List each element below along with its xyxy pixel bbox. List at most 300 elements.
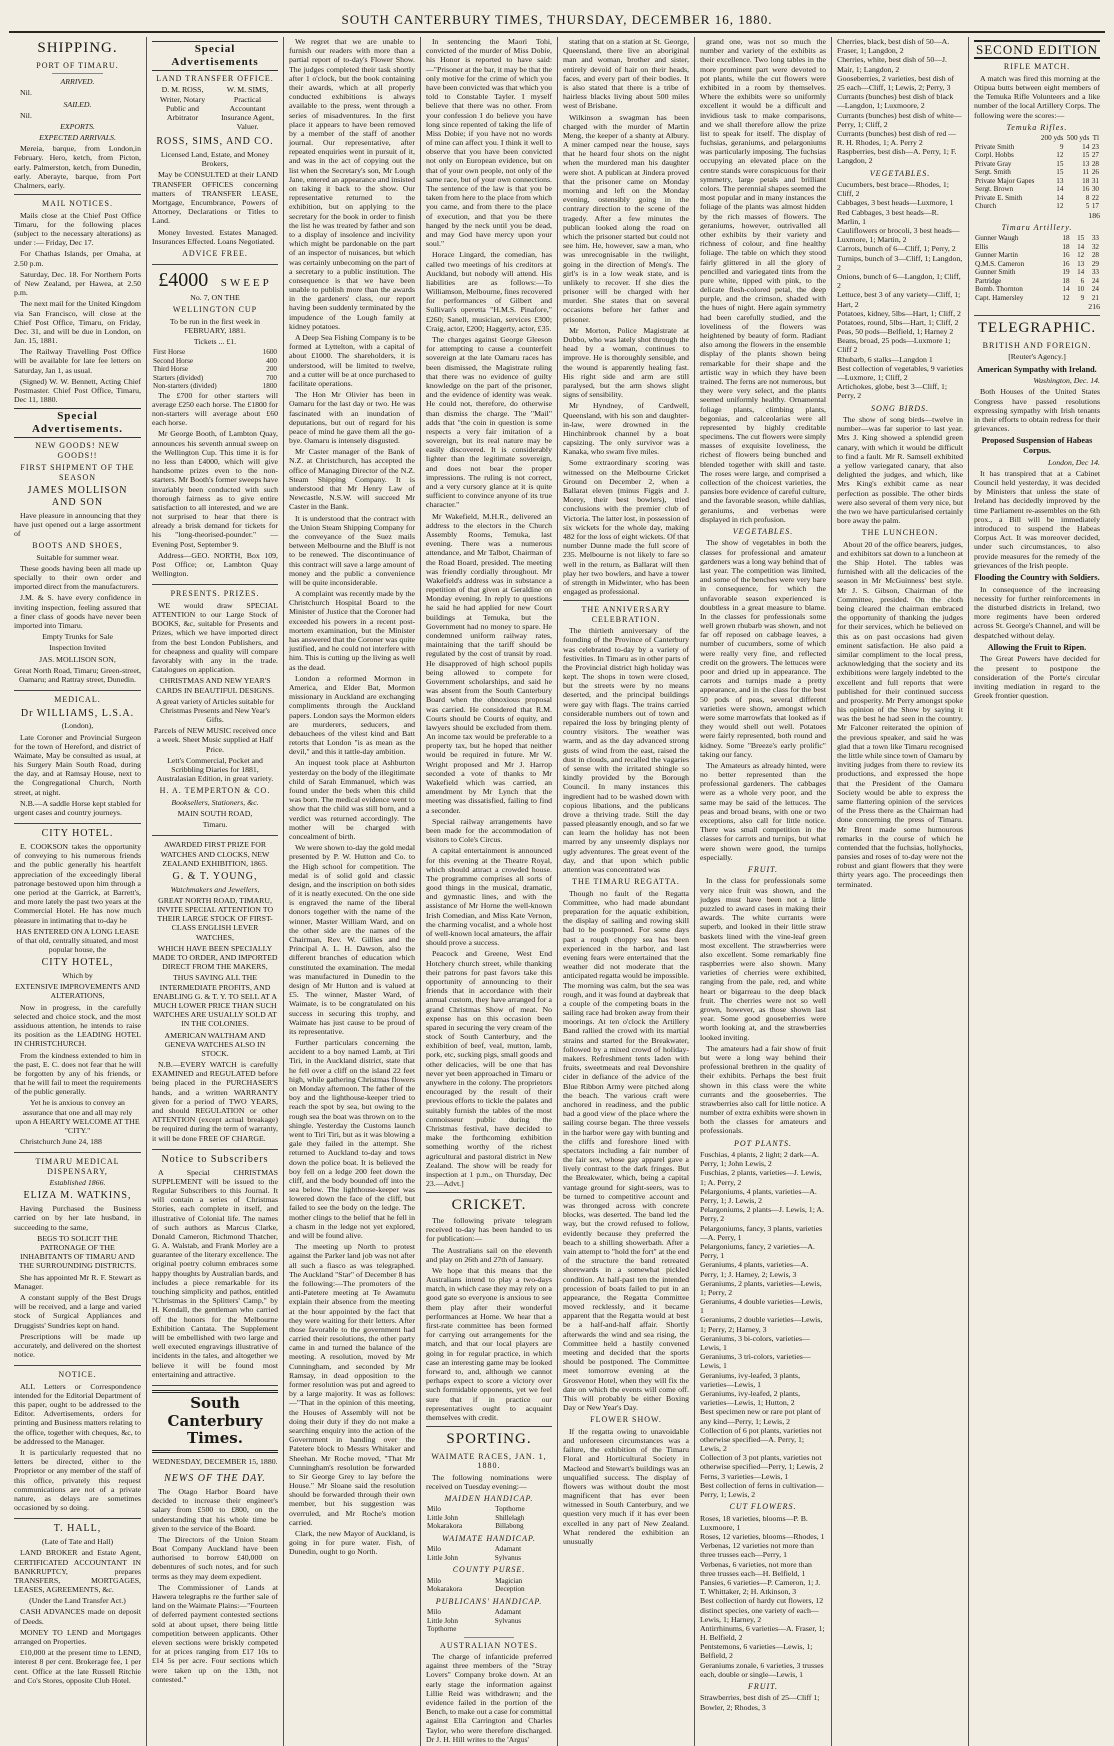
table-cell: 24 (1091, 285, 1099, 294)
score-row (974, 177, 1100, 185)
table-cell: 21 (1091, 293, 1099, 302)
table-cell: 18 (1062, 242, 1070, 251)
news-paragraph: grand one, was not so much the number and variety of the exhibits as their excellence. Two long tables in the more prominent part were devoted to pot plants, while the cut flowers were exhibited in a room by themselves. Where the exhibits were so uniformly excellent it would be a difficult and invidious task to make comparisons, and we shall therefore allow the prize list to speak for itself. The display of fuchsias, geraniums, and pelargoniums was particularly imposing. The fuchsias occupying an elevated place on the centre stands were conspicuous for their symmetry, large petals and brilliant colors. The perennial shapes seemed the most popular and in many instances the foliage of the plants was almost hidden by the rich masses of flowers. The geraniums, however, outrivalled all other exhibits by their variety and richness of colour, and fine healthy foliage. The table on which they stood fairly glittered in all the glory of pencilled and variegated tints from the pure white, tipped with pink, to the delicate flesh-colored petal, the deep purple, and the crimson, shaded with the hues of night. Here again symmetry had been carefully studied, and the loveliness of the flowers was heightened by beauty of form. Radiant also among the flowers in the ensemble display of the plants shown being remarkable for their shape and the artistic way in which they have been trained. The ferns are not numerous, but they were very select, and the plants seemed uniformly healthy. Ornamental foliage plants, climbing plants, begonias, and calceolarias were all represented by highly creditable specimens. The cut flowers were simply masses of exquisite loveliness, the richest of flowers being bunched and blended together with skill and taste. The roses were large, and comprised a collection of the choicest varieties, the pansies bore evidence of careful culture, and the favorable season, while dahlias, geraniums, and verbenas were displayed in rich profusion. (700, 37, 826, 524)
land-transfer-ad (152, 74, 278, 265)
ad-text: Inspection Invited (49, 643, 106, 653)
mail-text: The Railway Travelling Post Office will be available for late fee letters on Saturday, Jan 1, as usual. (14, 347, 141, 375)
ad-text: ALL Letters or Correspondence intended for the Editorial Department of this paper, ought to be addressed to the Editor. Advertisements, orders for printing and Business matters relating to the office, together with cheques, &c, to be addressed to the Manager. (14, 1381, 141, 1446)
score-row (974, 285, 1100, 293)
ad-headline: CITY HOTEL. (41, 828, 114, 840)
ad-text: Empty Trunks for Sale (42, 632, 113, 642)
ad-text: Watchmakers and Jewellers, (170, 884, 260, 894)
ad-text: Yet he is anxious to convey an assurance that one and all may rely upon A HEARTY WELCOME AT THE "CITY." (15, 1098, 140, 1136)
dispensary-ad (14, 1157, 141, 1366)
nomination-row (426, 1554, 552, 1562)
divider (464, 1637, 514, 1638)
cable-heading: Allowing the Fruit to Ripen. (987, 642, 1087, 652)
ad-text: Timaru. (202, 820, 228, 830)
ad-text: Have pleasure in announcing that they have just opened out a large assortment of (14, 510, 141, 539)
ad-headline: NOTICE. (58, 1370, 97, 1380)
ad-headline: ADVICE FREE. (182, 248, 248, 258)
divider (426, 1426, 552, 1427)
arrived-nil: Nil. (20, 88, 32, 98)
ad-text: Great North Road, Timaru; Green-street, Oamaru; and Rattray street, Dunedin. (14, 665, 141, 684)
table-cell: 14 (1077, 242, 1085, 251)
nomination-row (426, 1608, 552, 1616)
table-cell: Deception (495, 1585, 525, 1594)
agency-credit: [Reuter's Agency.] (1008, 352, 1066, 362)
news-of-the-day-heading: NEWS OF THE DAY. (164, 1473, 266, 1485)
table-cell: Partridge (975, 276, 1002, 285)
ad-text: Mr George Booth, of Lambton Quay, announces his seventh annual sweep on the Wellington Cup. This time it is for no less than £4000, which will give handsome prizes even to the non-starters. Mr Booth's former sweeps have invariably been conducted with such thorough fairness as to give entire satisfaction to all interested, and we are not surprised to hear that there is already a brisk demand for tickets for his "long-theorised-pounder." — Evening Post, September 9. (152, 429, 278, 549)
table-cell: 700 (266, 373, 277, 382)
team-total: 186 (1088, 210, 1100, 220)
cable-heading: Flooding the Country with Soldiers. (974, 572, 1100, 582)
section-heading: VEGETABLES. (869, 168, 931, 178)
ad-text: Lett's Commercial, Pocket and Scribbling Diaries for 1881, Australasian Edition, in great variety. (156, 755, 274, 784)
ad-text: Parcels of NEW MUSIC received once a week. Sheet Music supplied at Half Price. (153, 726, 277, 754)
table-cell: 31 (1091, 176, 1099, 185)
news-paragraph: In the class for professionals some very nice fruit was shown, and the judges must have been not a little puzzled to award cases in making their awards. The white currants were superb, and looked in their little straw baskets lined with the vine-leaf green most excellent. The strawberries were also excellent. Some remarkably fine raspberries were also shown. Many varieties of cherries were exhibited, ranging from the pale, red, and white heart or bigarreau to the deep black fruit. The cherries were not so well grown, however, as those shown last year. Some good gooseberries were worth looking at, and the strawberries looked inviting. (700, 876, 826, 1042)
news-paragraph: The charges against George Gleeson for attempting to cause a counterfeit sovereign at the late Oamaru races has been dismissed, the Magistrate ruling that there was no evidence of guilty knowledge on the part of the prisoner, and the evidence of identity was weak. He could not, therefore, do otherwise than dismiss the charge. The "Mail" adds that "the coin in question is some respects a very fair imitation of a sovereign, but its real nature may be easily discovered. It is considerably lighter than the legitimate sovereign, and does not bear the proper impressions. The ruling is not correct, and a very cursory glance at it is quite sufficient to convince anyone of its true character." (426, 335, 552, 510)
partner-names (152, 85, 278, 133)
table-cell: Topthorne (495, 1505, 525, 1514)
table-cell: Second Horse (153, 356, 194, 365)
ad-text: Address—GEO. NORTH, Box 109, Post Office; or, Lambton Quay Wellington. (152, 550, 278, 579)
ad-text: A constant supply of the Best Drugs will be received, and a large and varied stock of Surgical Appliances and Druggists' Sundries kept on hand. (14, 1292, 141, 1330)
cricket-heading: CRICKET. (451, 1197, 527, 1214)
newspaper-page (9, 9, 1105, 1744)
nominations-table (426, 1577, 552, 1594)
news-paragraph: Though no fault of the Regatta Committee, who had made abundant preparation for the aquatic exhibition, the display of sailing and rowing skill had to be postponed. For some days past a rough choppy sea has been experienced in the harbor, and last evening fears were entertained that the weather did not moderate that the anticipated regatta would be impossible. The morning was calm, but the sea was rough, and it was found at daybreak that a couple of the competing boats in the sailing race had broken away from their moorings. At ten o'clock the Artillery Band rallied the crowd with its martial strains and started for the Breakwater, followed by a mixed crowd of holiday-makers. Refreshment tents laden with fruits, sweetmeats and real Devonshire cider in defiance of the advice of the Blue Ribbon Army were pitched along the beach. The various craft were anchored in readiness, and the public had a good view of the place where the sailing course began. The three vessels in the harbor were gay with bunting and the cliffs and foreshore lined with spectators including a fair number of the fair sex, whose gay apparel gave a lively contrast to the dark fringes. But the Breakwater, which, being a capital vantage ground for sight-seers, was to be turned to competitive account and was thronged across with concrete blocks, was deserted. The band led the way, but the crowd refused to follow, evidently because they preferred the beach to a shilling showerbath. After a vain attempt to "hold the fort" at the end of the structure the band retreated shorewards in a somewhat pickled condition. At half-past ten the intended procession of boats failed to put in an appearance, the Regatta Committee moved recklessly, and it became apparent that the Regatta would at best be a half-and-half affair. Shortly afterwards the wind and sea rising, the Committee held a hastily convened meeting and decided that the sports should be postponed. The Committee meet tomorrow evening at the Grosvenor Hotel, when they will fix the date on which the events will come off. This will probably be either Boxing Day or New Year's Day. (563, 888, 689, 1413)
score-row (974, 294, 1100, 302)
table-cell: 10 (1077, 285, 1085, 294)
ad-text: (Under the Land Transfer Act.) (29, 1596, 126, 1606)
table-cell: 23 (1091, 142, 1099, 151)
section-heading: FRUIT. (747, 1682, 779, 1691)
score-row (974, 202, 1100, 210)
table-cell: 14 (1056, 185, 1064, 194)
nomination-row (426, 1514, 552, 1522)
table-cell: Third Horse (153, 365, 188, 374)
ad-headline: MEDICAL. (54, 695, 101, 705)
regatta-heading: THE TIMARU REGATTA. (572, 877, 680, 887)
nomination-row (426, 1577, 552, 1585)
news-paragraph: A match was fired this morning at the Otipua butts between eight members of the Temuka Rifle Volunteers and a like number of the local Artillery Corps. The following were the scores:— (974, 73, 1100, 120)
sweep-amount: £4000 (158, 269, 209, 292)
flower-show-heading: FLOWER SHOW. (590, 1415, 662, 1425)
ad-text: Christchurch June 24, 188 (20, 1137, 102, 1147)
table-cell: 15 (1056, 159, 1064, 168)
ad-text: (Late of Tate and Hall) (41, 1537, 114, 1547)
table-cell: Gunner Smith (975, 268, 1016, 277)
news-paragraph: A Deep Sea Fishing Company is to be formed at Lyttelton, with a capital of about £1000. The shareholders, it is understood, will be limited to twelve, and a cutter will be at once purchased to facilitate operations. (289, 333, 415, 388)
table-cell: Sergt. Smith (975, 168, 1011, 177)
news-paragraph: About 20 of the office bearers, judges, and exhibitors sat down to a luncheon at the Ship Hotel. The tables was furnished with all the delicacies of the season in Mr McGuinness' best style. Mr J. S. Gibson, Chairman of the Committee, presided. On the cloth being cleared the chairman embraced the opportunity of thanking the judges for their services, which he believed on this as on past occasions had given eminent satisfaction. He also paid a similar compliment to the local press, acknowledging that the society and its exhibitions were largely indebted to the excellent and full reports that were published for their continued success and prosperity. Mr Perry amongst spoke his opinion of the Show by saying it was the best he had seen in the country. Mr Falconer reiterated the opinion of the previous speaker, and said he was glad that a town like Timaru recognised the little while since town of Oamaru by inviting judges from there to review its productions, and expressed the hope that the President of the Oamaru Society would be able to express the same flattering opinion of the services of the Press there as the Chairman had done concerning the press of Timaru. Mr Brent made some humourous remarks in the course of which he contended that the fuchsias, hollyhocks, pansies and roses of to-day were not the robust and giant flowers that they were thirty years ago. The proceedings then terminated. (837, 539, 963, 889)
ad-headline: TIMARU MEDICAL DISPENSARY, (35, 1157, 120, 1176)
divider (426, 1192, 552, 1193)
ad-firm-name: H. A. TEMPERTON & CO. (159, 786, 271, 796)
table-cell: Milo (427, 1608, 441, 1617)
table-cell: 27 (1091, 151, 1099, 160)
table-cell: Milo (427, 1505, 441, 1514)
team-heading: Timaru Artillery. (1001, 222, 1073, 232)
news-paragraph: Further particulars concerning the accident to a boy named Lamb, at Tiri Tiri, in the Auckland district, state that he fell over a cliff on the island 22 feet high, while gathering Christmas flowers on Monday afternoon. The father of the boy and the lighthouse-keeper tried to reach the spot by sea, but owing to the rough sea the boat was thrown on to the shingle. Yesterday the Customs launch went to Tiri Tiri, but as it was blowing a gale they failed in the attempt. She returned to Auckland to-day and tows down the police boat. It is believed the boy fell on a ledge 200 feet down the cliff, and the body bounded off into the sea below. The lighthouse-keeper was lowered down the face of the cliff, but failed to see the body on the ledge. The mother clings to the belief that he fell in a chasm in the ledge not yet explored, and will be found alive. (289, 1038, 415, 1240)
ad-text: Having Purchased the Business carried on by her late husband, in succeeding to the same, (14, 1204, 141, 1232)
masthead-title: SOUTH CANTERBURY TIMES, THURSDAY, DECEMBER 16, 1880. (341, 12, 773, 28)
table-cell: Q.M.S. Cameron (975, 259, 1025, 268)
news-paragraph: A complaint was recently made by the Christchurch Hospital Board to the Minister of Justice that the Coroner had exceeded his powers in a recent post-mortem examination, but the Minister has answered that the Coroner was quite justified, and he could not interfere with him. This is cutting up the living as well as the dead. (289, 589, 416, 672)
news-paragraph: Mr Caster manager of the Bank of N.Z. at Christchurch, has accepted the office of Managing Director of the N.Z. Steam Shipping Company. It is understood that Mr Henry Law of Newcastle, N.S.W. will succeed Mr Caster in the Bank. (289, 447, 415, 512)
table-cell: 24 (1091, 276, 1099, 285)
ad-text: Prescriptions will be made up accurately, and delivered on the shortest notice. (14, 1331, 141, 1360)
ad-text: WHICH HAVE BEEN SPECIALLY MADE TO ORDER, AND IMPORTED DIRECT FROM THE MAKERS, (152, 943, 278, 972)
ad-text: AMERICAN WALTHAM AND GENEVA WATCHES ALSO IN STOCK. (164, 1030, 266, 1058)
ad-text: No. 7, ON THE (190, 293, 240, 303)
table-cell: Mokarakora (427, 1522, 463, 1531)
city-hotel-ad (14, 828, 141, 1153)
section-heading: CUT FLOWERS. (729, 1502, 797, 1512)
section-heading: SONG BIRDS. (870, 403, 930, 413)
ad-text: A great variety of Articles suitable for Christmas Presents and New Year's Gifts. (155, 696, 275, 725)
section-heading: VEGETABLES. (732, 526, 794, 536)
nomination-row (426, 1505, 552, 1513)
nominations-table (426, 1545, 552, 1562)
ad-text: MAIN SOUTH ROAD, (177, 809, 253, 818)
expected-text: Mereia, barque, from London,in February. Hero, ketch, from Picton, early. Palmerston, ketch, from Dunedin, early. Aberayte, barque, from Port Chalmers, early. (14, 144, 141, 190)
sailed-label: SAILED. (63, 99, 92, 109)
ad-text: BEGS TO SOLICIT THE PATRONAGE OF THE INHABITANTS OF TIMARU AND THE SURROUNDING DISTRICTS. (18, 1233, 137, 1271)
news-paragraph: London a reformed Mormon in America, and Elder Bat, Mormon missionary in Auckland are exchanging compliments through the Auckland papers. London says the Mormon elders are murderers, seducers, and debauchees of the vilest kind and Batt retorts that London "is as mean as the devil," and this it tattle-day ambition. (289, 673, 415, 757)
table-cell: Sylvanus (494, 1553, 522, 1562)
ad-text: J.M. & S. have every confidence in inviting inspection, feeling assured that a finer class of goods have never been imported into Timaru. (14, 593, 141, 630)
score-row (974, 234, 1100, 242)
mail-text: Mails close at the Chief Post Office Timaru, for the following places (subject to the necessary alterations) as under :— Friday, Dec 17. (14, 210, 141, 248)
table-cell: 12 (1062, 293, 1070, 302)
ad-text: Suitable for summer wear. (36, 552, 119, 562)
ad-text: W. M. SIMS, Practical Accountant Insurance Agent, Valuer. (221, 85, 274, 132)
ad-text: The £700 for other starters will average £250 each horse. The £1800 for non-starters will average about £60 each horse. (152, 390, 278, 428)
score-row (974, 251, 1100, 259)
nomination-row (426, 1585, 552, 1593)
table-cell: Church (975, 202, 997, 211)
table-cell: 14 (1056, 193, 1064, 202)
table-cell: Starters (divided) (153, 373, 204, 382)
expected-label: EXPECTED ARRIVALS. (39, 133, 116, 143)
news-paragraph: Peacock and Greene, West End Hotchery church street, while thanking their patrons for past favors take this opportunity of announcing to their friends that in accordance with their annual custom, they have arranged for a grand Christmas Show of meat. No expense has on this occasion been spared in securing the very cream of the stock of South Canterbury, and the exhibition of beef, veal, mutton, lamb, pork, etc, sucking pigs, small goods and other delicacies, will be one that has never yet been approached in Timaru or anywhere in the colony. The proprietors encouraged by the result of their previous efforts to tickle the palates and suitably furnish the tables of the most connoisseur public during the Christmas festival, have decided to make the forthcoming exhibition something worthy of the richest agricultural and pastoral district in New Zealand. The show will be ready for inspection at 1 p.m., on Thursday, Dec 23.—Advt.] (426, 949, 552, 1189)
special-ads-heading: Special Advertisements (152, 41, 278, 71)
presents-ad (152, 589, 278, 836)
prize-list: Strawberries, best dish of 25—Cliff 1; Bowler, 2; Rhodes, 3 (700, 1693, 820, 1712)
race-heading: COUNTY PURSE. (452, 1565, 526, 1575)
table-cell: Milo (427, 1545, 441, 1554)
ad-text: A Special CHRISTMAS SUPPLEMENT will be issued to the Regular Subscribers to this Journal. It will contain a series of Christmas Stories, each complete in itself, and illustrative of Colonial life. The names of such authors as Marcus Clarke, Donald Cameron, Richmond Thatcher, G. A. Walstab, and Frank Morley are a guarantee of the literary excellence. The original poetry column embraces some happy thoughts by Australian bards, and includes a piece remarkable for its touching simplicity and pathos, entitled "Christmas in the Splitters' Camp," by H. Kendall, the gentleman who carried off the honors for the Melbourne Exhibition Cantata. The Supplement will be embellished with two large and well executed engravings illustrative of incidents in the tales, and altogether we believe it will be found most entertaining and attractive. (152, 1167, 278, 1379)
ad-text: (London), (61, 721, 94, 731)
news-paragraph: Mr Morton, Police Magistrate at Dubbo, who was lately shot through the head by a woman, continues to improve. He is thoroughly sensible, and the wound is apparently healing fast. His right side and arm are still paralysed, but the arm shows slight signs of sensibility. (563, 325, 689, 400)
table-cell: Sylvanus (494, 1616, 522, 1625)
table-cell: Adamant (494, 1608, 522, 1617)
ad-headline: Notice to Subscribers (161, 1153, 269, 1165)
score-row (974, 243, 1100, 251)
news-paragraph: The charge of infanticide preferred against three members of the "Stray Lovers" Company broke down. At an early stage the information against Lillie Reid was withdrawn; and the evidence failed in the portion of the Bench, to make out a case for committal against Ella Carrington and Charles Taylor, who were therefore discharged. Dr J. H. Hill writes to the 'Argus' (426, 1652, 553, 1744)
team-total: 216 (1088, 302, 1100, 311)
news-paragraph: We hope that this means that the Australians intend to play a two-days match, in which case they may rely on a good gate so everyone is anxious to see them play after their wonderful performances at Home. We hear that a first-rate committee has been formed for carrying out arrangements for the match, and that our local players are going in for regular practice, in which case an interesting game may be looked forward to, and, although we cannot perhaps expect to score a victory over such formidable opponents, yet we feel sure that if in practice our representatives ought to acquaint themselves with credit. (426, 1265, 552, 1422)
news-paragraph: The Directors of the Union Steam Boat Company Auckland have been authorised to borrow £40,000 on debentures of such notes, and for such terms as they may deem expedient. (152, 1534, 278, 1581)
table-cell: Capt. Hamersley (975, 293, 1024, 302)
news-paragraph: Some extraordinary scoring was witnessed on the Melbourne Cricket Ground on December 2, when a Ballarat eleven (minus Figgis and J. Morey, their best bowlers), tried conclusions with the premier club of Victoria. The latter lost, in possession of six wickets for the whole day, making 482 for the loss of eight wickets. Of that number Dunne made the full score of 235. Melbourne is not likely to fare so well in the return, as Ballarat will then play her two bowlers, and have a tower of strength in Midwinter, who has been engaged as professional. (563, 458, 689, 597)
table-cell: 11 (1082, 168, 1090, 177)
prize-list: Cucumbers, best brace—Rhodes, 1; Cliff, 2 Cabbages, 3 best heads—Luxmore, 1 Red Cabbages, 3 best heads—R. Marlin, 1 Cauliflowers or brocoli, 3 best heads—Luxmore, 1; Martin, 2 Carrots, bunch of 6—Cliff, 1; Perry, 2 Turnips, bunch of 3—Cliff, 1; Langdon, 2 Onions, bunch of 6—Langdon, 1; Cliff, 2 Lettuce, best 3 of any variety—Cliff, 1; Hart, 2 Potatoes, kidney, 5lbs—Hart, 1; Cliff, 2 Potatoes, round, 5lbs—Hart, 1; Cliff, 2 Peas, 50 pods—Belfield, 1; Harney 2 Beans, broad, 25 pods—Luxmore 1; Cliff 2 Rhubarb, 6 stalks—Langdon 1 Best collection of vegetables, 9 varieties—Luxmore, 1; Cliff, 2 Artichokes, globe, best 3—Cliff, 1; Perry, 2 (837, 180, 964, 401)
table-cell: 33 (1091, 234, 1099, 243)
telegraphic-heading: TELEGRAPHIC. (977, 320, 1097, 337)
table-cell: Gunner Martin (975, 251, 1018, 260)
ad-text: Now in progress, in the carefully selected and choice stock, and the most assiduous attention, he intends to raise its position as the LEADING HOTEL IN CHRISTCHURCH. (14, 1002, 141, 1049)
table-cell: 17 (1091, 202, 1099, 211)
prize-list: Cherries, black, best dish of 50—A. Fraser, 1; Langdon, 2 Cherries, white, best dish of 50—J. Mair, 1; Langdon, 2 Gooseberries, 2 varieties, best dish of 25 each—Cliff, 1; Lewis, 2; Perry, 3 Currants (bunches) best dish of black —Langdon, 1; Luxmoore, 2 Currants (bunches) best dish of white—Perry, 1; Cliff, 2 Currants (bunches) best dish of red —R. H. Rhodes, 1; A. Perry 2 Raspberries, best dish—A. Perry, 1; F. Langdon, 2 (837, 37, 962, 166)
ad-text: Established 1866. (49, 1178, 106, 1188)
table-cell: 200 (266, 365, 277, 374)
rifle-match-heading: RIFLE MATCH. (1003, 62, 1071, 72)
sweep-word: SWEEP (220, 277, 272, 290)
subscribers-notice (152, 1154, 278, 1386)
anniversary-heading: THE ANNIVERSARY CELEBRATION. (581, 605, 671, 624)
score-row (974, 143, 1100, 151)
ad-text: Booksellers, Stationers, &c. (171, 797, 259, 807)
score-row (974, 160, 1100, 168)
arrived-label: ARRIVED. (60, 77, 95, 87)
table-cell: 28 (1091, 251, 1099, 260)
prize-table (152, 348, 278, 390)
table-cell: 16 (1062, 259, 1070, 268)
news-paragraph: Clark, the new Mayor of Auckland, is going in for pure water. Fish, of Dunedin, ought to go North. (289, 1529, 415, 1557)
score-row (974, 151, 1100, 159)
team-heading: Temuka Rifles. (1006, 122, 1068, 132)
ad-headline: FIRST SHIPMENT OF THE SEASON (20, 463, 135, 482)
column-1 (9, 37, 146, 1746)
ad-text: From the kindness extended to him in the past, E. C. does not fear that he will be forgotten by any of his friends, or that he will fail to meet the requirements of the public generally. (14, 1050, 141, 1097)
column-4 (420, 37, 557, 1746)
dateline: WEDNESDAY, DECEMBER 15, 1880. (152, 1456, 278, 1466)
score-row (974, 194, 1100, 202)
ad-text: WE would draw SPECIAL ATTENTION to our Large Stock of BOOKS, &c, suitable for Presents and Prizes, which we have imported direct from the best London Publishers, and for cheapness and quality will compare favorably with any in the trade. Catalogues on application. (152, 600, 278, 675)
ad-text: GREAT NORTH ROAD, TIMARU, INVITE SPECIAL ATTENTION TO THEIR LARGE STOCK OF FIRST-CLASS ENGLISH LEVER WATCHES, (156, 895, 274, 942)
table-cell: Little John (427, 1513, 458, 1522)
news-paragraph: If the regatta owing to unavoidable and unforeseen circumstances was a failure, the exhibition of the Timaru Floral and Horticultural Society in Macleod and Stewart's buildings was an unqualified success. The display of flowers was without doubt the most magnificent that has ever been witnessed in South Canterbury, and we question very much if it has ever been excelled in any part of New Zealand. What rendered the exhibition an unusually (563, 1426, 689, 1546)
ad-text: CHRISTMAS AND NEW YEAR'S CARDS IN BEAUTIFUL DESIGNS. (156, 676, 274, 695)
divider (52, 73, 103, 74)
column-header: 200 yds (1040, 134, 1064, 143)
prize-row (152, 374, 278, 382)
news-paragraph: Horace Lingard, the comedian, has called two meetings of his creditors at Auckland, but nobody will attend. His liabilities are as follows:—To Williamson, Melbourne, fines recovered for performances of Gilbert and Sullivan's operetta "H.M.S. Pinafore," £260; Sanell, musician, services £300; Craig, actor, £200; Haggerty, actor, £35. (426, 250, 552, 333)
news-paragraph: The amateurs had a fair show of fruit but were a long way behind their professional brethren in the quality of their exhibits. Perhaps the best fruit shown in this class were the white currants and the gooseberries. The strawberries also call for little notice. A number of extra exhibits were shown in both the classes for amateurs and professionals. (700, 1043, 826, 1136)
medical-ad (14, 695, 141, 824)
ad-headline: BOOTS AND SHOES, (32, 541, 123, 551)
table-cell: 14 (1082, 142, 1090, 151)
newspaper-nameplate: South Canterbury Times. (152, 1390, 278, 1453)
prize-row (152, 365, 278, 373)
mail-signature: (Signed) W. W. Bennett, Acting Chief Postmaster. Chief Post Office, Timaru, Dec 11, 1880. (14, 376, 141, 405)
table-cell: 15 (1077, 234, 1085, 243)
news-paragraph: Both Houses of the United States Congress have passed resolutions expressing sympathy with Irish tenants in their efforts to obtain redress for their grievances. (974, 387, 1100, 434)
news-paragraph: The Amateurs as already hinted, were no better represented than the professional gardeners. The cabbages were as a whole very poor, and the same may be said of the lettuces. The peas and broad beans, with one or two exceptions, also call for little notice. There was small competition in the classes for carrots and turnips, but what were shown were good, the turnips especially. (700, 760, 826, 862)
news-paragraph: The thirtieth anniversary of the founding of the Province of Canterbury was celebrated to-day by a variety of festivities. In Timaru as in other parts of the Provincial district high holiday was kept. The shops in town were closed, but the streets were by no means deserted, and the principal buildings were gay with flags. The trains carried considerable numbers out of town and repaired the loss by bringing plenty of country visitors. The weather was warm, and as the day advanced strong gusts of wind from the east, raised the dust in clouds, and recalled the vagaries of sense with the irritated shingle so kindly provided by the Borough Council. In many instances this ingredient had to be washed down with copious libations, and the publicans drove a thriving trade. Still the day passed pleasantly enough, and so far we can learn the holiday has not been marred by any unseemly displays nor ugly adventures. The great event of the day, and that upon which public attention was concentrated was (563, 626, 689, 874)
ad-text: THUS SAVING ALL THE INTERMEDIATE PROFITS, AND ENABLING G. & T. Y. TO SELL AT A MUCH LOWER PRICE THAN SUCH WATCHES ARE USUALLY SOLD AT IN THE COLONIES. (153, 973, 277, 1029)
section-heading: FRUIT. (747, 864, 779, 874)
shipping-heading: SHIPPING. (37, 40, 118, 56)
table-cell: 8 (1085, 193, 1090, 202)
news-paragraph: The show of song birds—twelve in number—was far superior to last year. Mrs J. King showed a splendid green canary, with which it would be difficult to find a fault. Mr R. Samsell exhibited a yellow variegated canary, that also delighted the judges, and which, like Mrs King's exhibit came as near perfection as possible. The other birds were also several of them very nice, but the two we have particularised certainly bore away the palm. (837, 415, 963, 526)
cable-heading: Proposed Suspension of Habeas Corpus. (981, 436, 1093, 455)
ad-firm-name: Dr WILLIAMS, L.S.A. (20, 707, 135, 719)
news-paragraph: Mr Hyndney, of Cardwell, Queensland, with his son and daughter-in-law, were drowned in the Hinchinbrook channel by a boat capsizing. The only survivor was a Kanaka, who swam five miles. (563, 401, 689, 457)
scores-table (974, 134, 1100, 210)
cable-heading: American Sympathy with Ireland. (977, 364, 1097, 374)
column-6 (694, 37, 831, 1746)
table-cell: First Horse (153, 348, 186, 357)
second-edition-heading: SECOND EDITION (974, 40, 1100, 59)
port-heading: PORT OF TIMARU. (36, 60, 119, 70)
prize-list: Fuschias, 4 plants, 2 light; 2 dark—A. Perry, 1; John Lewis, 2 Fuschias, 2 plants, varieties—J. Lewis, 1; A. Perry, 2 Pelargoniums, 4 plants, varieties—A. Perry, 1; J. Lewis, 2 Pelargoniums, 2 plants—J. Lewis, 1; A. Perry, 2 Pelargoniums, fancy, 3 plants, varieties—A. Perry, 1 Pelargoniums, fancy, 2 varieties—A. Perry, 1 Geraniums, 4 plants, varieties—A. Perry, 1; J. Harney, 2; Lewis, 3 Geraniums, 2 plants, varieties—Lewis, 1; Perry, 2 Geraniums, 4 double varieties—Lewis, 1 Geraniums, 2 double varieties—Lewis, 1; Perry, 2; Harney, 3 Geraniums, 3 bi-colors, varieties—Lewis, 1 Geraniums, 3 tri-colors, varieties—Lewis, 1 Geraniums, ivy-leafed, 3 plants, varieties—Lewis, 1 Geraniums, ivy-leafed, 2 plants, varieties—Lewis, 1; Hutton, 2 Best specimen new or rare pot plant of any kind—Perry, 1; Lewis, 2 Collection of 6 pot plants, varieties not otherwise specified—A. Perry, 1; Lewis, 2 Collection of 3 pot plants, varieties not otherwise specified—Perry, 1; Lewis, 2 Ferns, 3 varieties—Lewis, 1 Best collection of ferns in cultivation—Perry, 1; Lewis, 2 (700, 1150, 824, 1499)
table-cell: 12 (1056, 151, 1064, 160)
news-paragraph: stating that on a station at St. George, Queensland, there live an aboriginal man and woman, brother and sister, entirely devoid of hair on their heads, faces, and every part of their bodies. It is also stated that there is a tribe of hairless blacks living about 500 miles west of Brisbane. (563, 37, 689, 111)
prize-row (152, 348, 278, 356)
cable-dateline: London, Dec 14. (1048, 457, 1100, 467)
news-paragraph: The Hon Mr Olivier has been in Oamaru for the last day or two. He was fascinated with an inundation of deputations, but out of regard for his peace of mind he gave them all the go-bye. Oamaru is intensely disgusted. (289, 390, 415, 446)
news-paragraph: In consequence of the increasing necessity for further reinforcements in the disturbed districts in Ireland, two more regiments have been ordered across St. George's Channel, and will be despatched without delay. (974, 584, 1100, 640)
cable-dateline: Washington, Dec. 14. (1033, 376, 1100, 386)
column-header: 500 yds (1066, 134, 1090, 143)
column-8 (968, 37, 1105, 1746)
table-cell: 30 (1091, 185, 1099, 194)
column-2 (146, 37, 283, 1746)
news-paragraph: A capital entertainment is announced for this evening at the Theatre Royal, which should attract a crowded house. The programme comprises all sorts of good things in the musical, dramatic, and gymnastic lines, and with the assistance of Mr Horne the well-known Irish Comedian, and Miss Kate Vernon, the charming vocalist, and a whole host of well-known local amateurs, the affair should prove a success. (426, 846, 552, 948)
ad-text: To be run in the first week in FEBRUARY, 1881. (169, 316, 261, 335)
ad-headline: PRESENTS. PRIZES. (170, 589, 260, 599)
mail-text: For Chathas Islands, per Omaha, at 2.50 p.m. (14, 249, 141, 268)
table-cell: 1800 (262, 382, 277, 391)
table-cell: Non-starters (divided) (153, 382, 217, 391)
ad-text: N.B.—EVERY WATCH is carefully EXAMINED and REGULATED before being placed in the PURCHASER'S hands, and a written WARRANTY given for a period of TWO YEARS, and should REGULATION or other ATTENTION (except actual breakage) be required during the term of warranty, it will be done FREE OF CHARGE. (152, 1060, 278, 1143)
table-cell: Corpl. Hobbs (975, 151, 1014, 160)
australian-notes-heading: AUSTRALIAN NOTES. (440, 1640, 538, 1650)
table-cell: Ellis (975, 242, 989, 251)
mail-text: Saturday, Dec. 18. For Northern Ports of New Zealand, per Hawea, at 2.50 p.m. (14, 269, 141, 298)
table-cell (494, 1625, 552, 1633)
sporting-heading: SPORTING. (446, 1431, 532, 1448)
columns (9, 37, 1105, 1744)
table-cell: 33 (1091, 268, 1099, 277)
ad-text: It is particularly requested that no letters be directed, either to the Proprietor or any member of the staff of this office, privately this request communications are not of a private nature, as delays are sometimes occasioned by so doing. (14, 1448, 141, 1513)
news-paragraph: It has transpired that at a Cabinet Council held yesterday, it was decided by Ministers that unless the state of Ireland has decidedly improved by the time Parliament re-assembles on the 6th prox., a Bill will be immediately introduced to suspend the Habeas Corpus Act. It was moreover decided, under such circumstances, to also provide measures for the remedy of the grievances of the Irish people. (974, 468, 1100, 570)
prize-row (152, 357, 278, 365)
ad-text: N.B.—A saddle Horse kept stabled for urgent cases and country journeys. (14, 798, 141, 818)
column-5 (557, 37, 694, 1746)
table-cell: 16 (1062, 251, 1070, 260)
table-cell: 12 (1056, 202, 1064, 211)
ad-text: CASH ADVANCES made on deposit of Deeds. (14, 1607, 141, 1626)
news-paragraph: The Otago Harbor Board have decided to increase their engineer's salary from £500 to £800, on the understanding that his whole time be given to the service of the Board. (152, 1486, 278, 1533)
score-row (974, 277, 1100, 285)
table-cell: 18 (1062, 276, 1070, 285)
race-heading: MAIDEN HANDICAP. (444, 1494, 534, 1503)
table-cell: 9 (1059, 142, 1064, 151)
divider (563, 600, 689, 601)
table-cell: 22 (1091, 193, 1099, 202)
sweep-title (152, 269, 278, 293)
score-row (974, 168, 1100, 176)
sailed-nil: Nil. (20, 110, 32, 120)
table-cell: 13 (1082, 159, 1090, 168)
table-cell: 18 (1062, 234, 1070, 243)
ad-headline: CITY HOTEL, (41, 957, 114, 969)
score-row (974, 268, 1100, 276)
table-cell: Mokarakora (427, 1585, 463, 1594)
ad-text: Money Invested. Estates Managed. Insurances Effected. Loans Negotiated. (152, 227, 278, 246)
ad-firm-name: JAMES MOLLISON AND SON (27, 485, 128, 508)
luncheon-heading: THE LUNCHEON. (861, 528, 939, 538)
section-heading: POT PLANTS. (734, 1138, 792, 1148)
news-paragraph: An inquest took place at Ashburton yesterday on the body of the illegitimate child of Sarah Emmanuel, which was found under the beds when this child was born. The medical evidence went to show that the child was still born, and a verdict was returned accordingly. The mother will be charged with concealment of birth. (289, 758, 416, 841)
news-paragraph: The show of vegetables in both the classes for professional and amateur gardeners was a long way behind that of last year. The competition was limited, and some of the benches were very bare in consequence, for which the unfavorable season experienced is doubtless in a great measure to blame. In the classes for professionals some well grown rhubarb was shown, and not far off reposed on cabbage leaves, a number of cucumbers, some of which were really very fine, and reflected credit on the growers. The lettuces were poor and dried up in appearance. The carrots and turnips made a pretty appearance, and in the class for the best 50 pods of peas, several different varieties were shown, amongst which were some marrowfats that looked as if they would shell out well. Potatoes were fairly represented, both round and kidney. Some "Breeze's early prolific" taking our fancy. (700, 538, 826, 759)
news-paragraph: It is understood that the contract with the Union Steam Shipping Company for the conveyance of the Suez mails between Melbourne and the Bluff is not to be renewed. The discontinuance of this contract will save a large amount of money and the public a convenience will be quite inconsiderable. (289, 513, 415, 587)
table-cell: 14 (1077, 268, 1085, 277)
table-cell: 16 (1082, 185, 1090, 194)
nominations-table (426, 1505, 552, 1530)
news-paragraph: The following private telegram received to-day has been handed to us for publication:— (426, 1215, 552, 1244)
news-paragraph: We regret that we are unable to furnish our readers with more than a partial report of to-day's Flower Show. The judges completed their task shortly after 1 o'clock, but the book containing their awards, which at all properly conducted exhibitions is always available to the press, went through a series of misadventures. In the first place it appears to have been removed by a member of the staff of another journal. Our representative, after repeated enquiries went in pursuit of it, and was in the act of copying out the list when the Secretary's son, Mr Lough Jane, entered an appearance and insisted on taking it back to the show. Our representative returned to the exhibition, but on applying to the secretary for the book in order to finish the list he was treated by father and son to a display of insolence and incivility which might be pardonable on the part of an inspector of nuisances, but which was certainly unbecoming on the part of a secretary to a public institution. The consequence is that we have been unable to publish more than the awards in the gardeners' class, our report having been suddenly terminated by the impudence of the Lough family at kidney potatoes. (289, 37, 415, 331)
table-cell (974, 134, 1039, 142)
table-cell: 18 (1082, 176, 1090, 185)
news-paragraph: We were shown to-day the gold medal presented by P. W. Hutton and Co. to the High school for competition. The medal is of solid gold and classic design, and the inscription on both sides of it is neatly executed. On the one side is engraved the name of the liberal donors together with the name of the winner, Master William Ward, and on the other side are the names of the Chairman, Rev. W. Gillies and the Principal A. L. H. Dawson, also the different branches of education which constituted the examination. The medal was manufactured in Dunedin to the design of Mr Hutton and is valued at £5. The winner, Master Ward, of Waimate, is to be congratulated on his success in securing this trophy, and Waimate has just cause to be proud of its representative. (289, 843, 415, 1036)
prize-row (152, 382, 278, 390)
table-cell: Magician (495, 1576, 523, 1585)
table-cell: 15 (1082, 151, 1090, 160)
ad-text: LAND BROKER and Estate Agent, CERTIFICATED ACCOUNTANT IN BANKRUPTCY, prepares TRANSFERS, MORTGAGES, LEASES, AGREEMENTS, &c. (14, 1548, 141, 1595)
table-cell: Little John (427, 1553, 458, 1562)
waimate-heading: WAIMATE RACES, JAN. 1, 1880. (431, 1451, 547, 1471)
ad-firm-name: T. HALL, (53, 1523, 102, 1535)
special-ads-heading: Special Advertisements. (14, 408, 141, 438)
nomination-row (426, 1522, 552, 1530)
nomination-row (426, 1545, 552, 1553)
table-cell: Gunner Waugh (975, 234, 1019, 243)
column-7 (831, 37, 968, 1746)
table-cell: 9 (1080, 293, 1085, 302)
masthead (9, 9, 1105, 33)
score-row (974, 260, 1100, 268)
ad-text: HAS ENTERED ON A LONG LEASE of that old, centrally situated, and most popular house, the (16, 926, 139, 955)
table-cell: Sergt. Brown (975, 185, 1014, 194)
table-cell: Little John (427, 1616, 458, 1625)
table-cell: 6 (1080, 276, 1085, 285)
table-cell: 13 (1077, 259, 1085, 268)
scores-table (974, 234, 1100, 302)
table-cell: 12 (1077, 251, 1085, 260)
score-row (974, 185, 1100, 193)
ad-text: D. M. ROSS, Writer, Notary Public and Arbitrator (159, 85, 206, 122)
ad-headline: WELLINGTON CUP (172, 305, 258, 315)
ad-firm-name: ELIZA M. WATKINS, (23, 1190, 132, 1202)
nominations-table (426, 1608, 552, 1633)
ad-text: MONEY TO LEND and Mortgages arranged on Properties. (14, 1627, 141, 1647)
table-cell: Private Gray (975, 159, 1012, 168)
ad-text: Tickets ... £1. (193, 337, 237, 347)
ad-text: Which by (62, 971, 93, 981)
hall-ad (14, 1523, 141, 1685)
table-cell: 26 (1091, 168, 1099, 177)
ad-text: She has appointed Mr R. F. Stewart as Manager. (14, 1272, 141, 1291)
british-heading: BRITISH AND FOREIGN. (982, 340, 1092, 350)
